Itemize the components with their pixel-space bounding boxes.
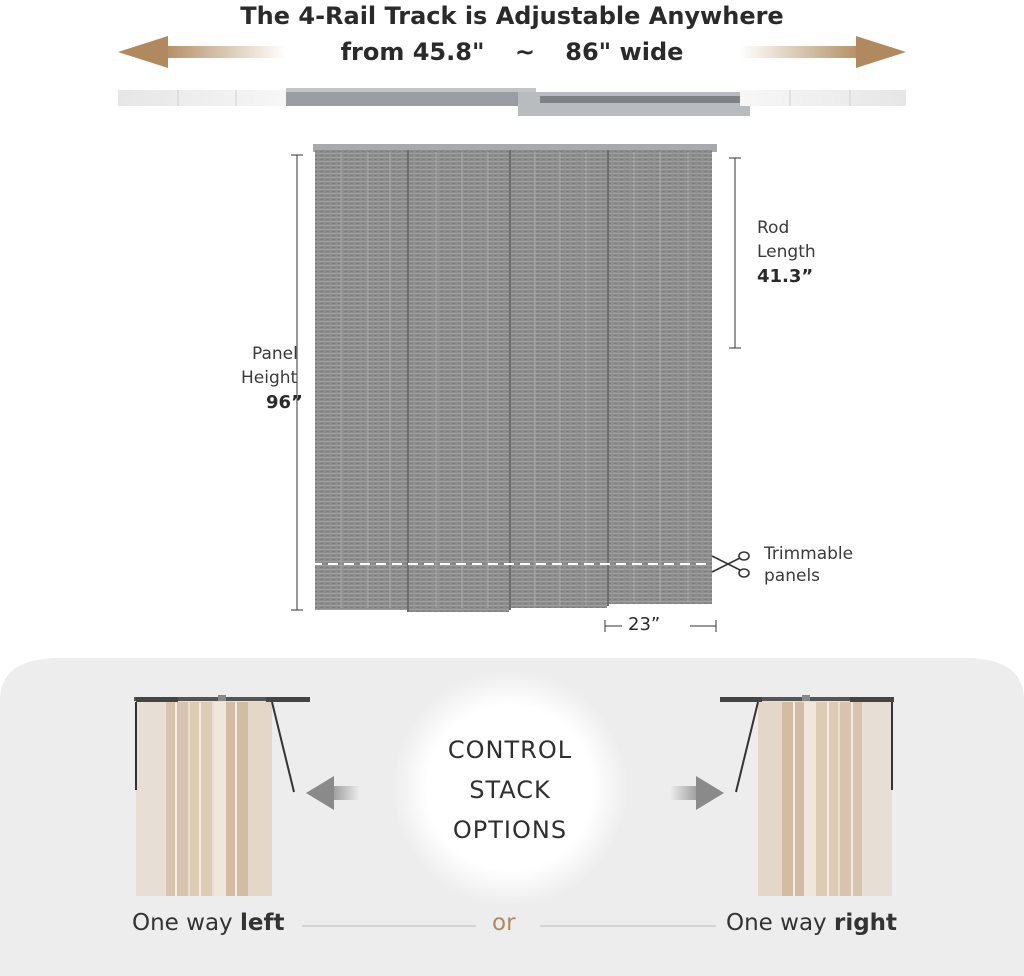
- or-label: or: [492, 910, 516, 936]
- panel-blinds-illustration: [313, 144, 717, 612]
- panel-height-value: 96”: [266, 392, 303, 413]
- trim-label-2: panels: [764, 566, 821, 586]
- left-caption-bold: left: [239, 910, 285, 936]
- panel-height-label-1: Panel: [252, 344, 298, 364]
- max-width: 86" wide: [565, 38, 684, 66]
- rod-length-label-1: Rod: [757, 218, 790, 238]
- right-caption-prefix: One way: [726, 910, 834, 936]
- panel-height-label-2: Height: [241, 368, 298, 388]
- control-title-line3: OPTIONS: [452, 816, 568, 844]
- rod-length-bracket: [729, 158, 741, 348]
- scissors-icon: [712, 552, 749, 577]
- panel-width-bracket: [605, 620, 716, 632]
- left-caption-prefix: One way: [132, 910, 240, 936]
- control-stack-title: [410, 730, 610, 850]
- control-title-line1: CONTROL: [447, 736, 573, 764]
- trim-label-1: Trimmable: [764, 544, 854, 564]
- control-title-line2: STACK: [469, 776, 551, 804]
- panel-width-value: 23”: [628, 614, 661, 635]
- min-width: from 45.8": [340, 38, 485, 66]
- right-caption: [726, 910, 897, 936]
- right-arrow-icon: [740, 36, 906, 68]
- rod-length-value: 41.3”: [757, 266, 814, 287]
- left-caption: [132, 910, 284, 936]
- rod-length-label-2: Length: [757, 242, 816, 262]
- track-rail-illustration: [118, 88, 906, 116]
- range-separator: ~: [514, 38, 535, 66]
- header-title-line1: The 4-Rail Track is Adjustable Anywhere: [240, 2, 784, 30]
- left-arrow-icon: [118, 36, 285, 68]
- right-caption-bold: right: [833, 910, 898, 936]
